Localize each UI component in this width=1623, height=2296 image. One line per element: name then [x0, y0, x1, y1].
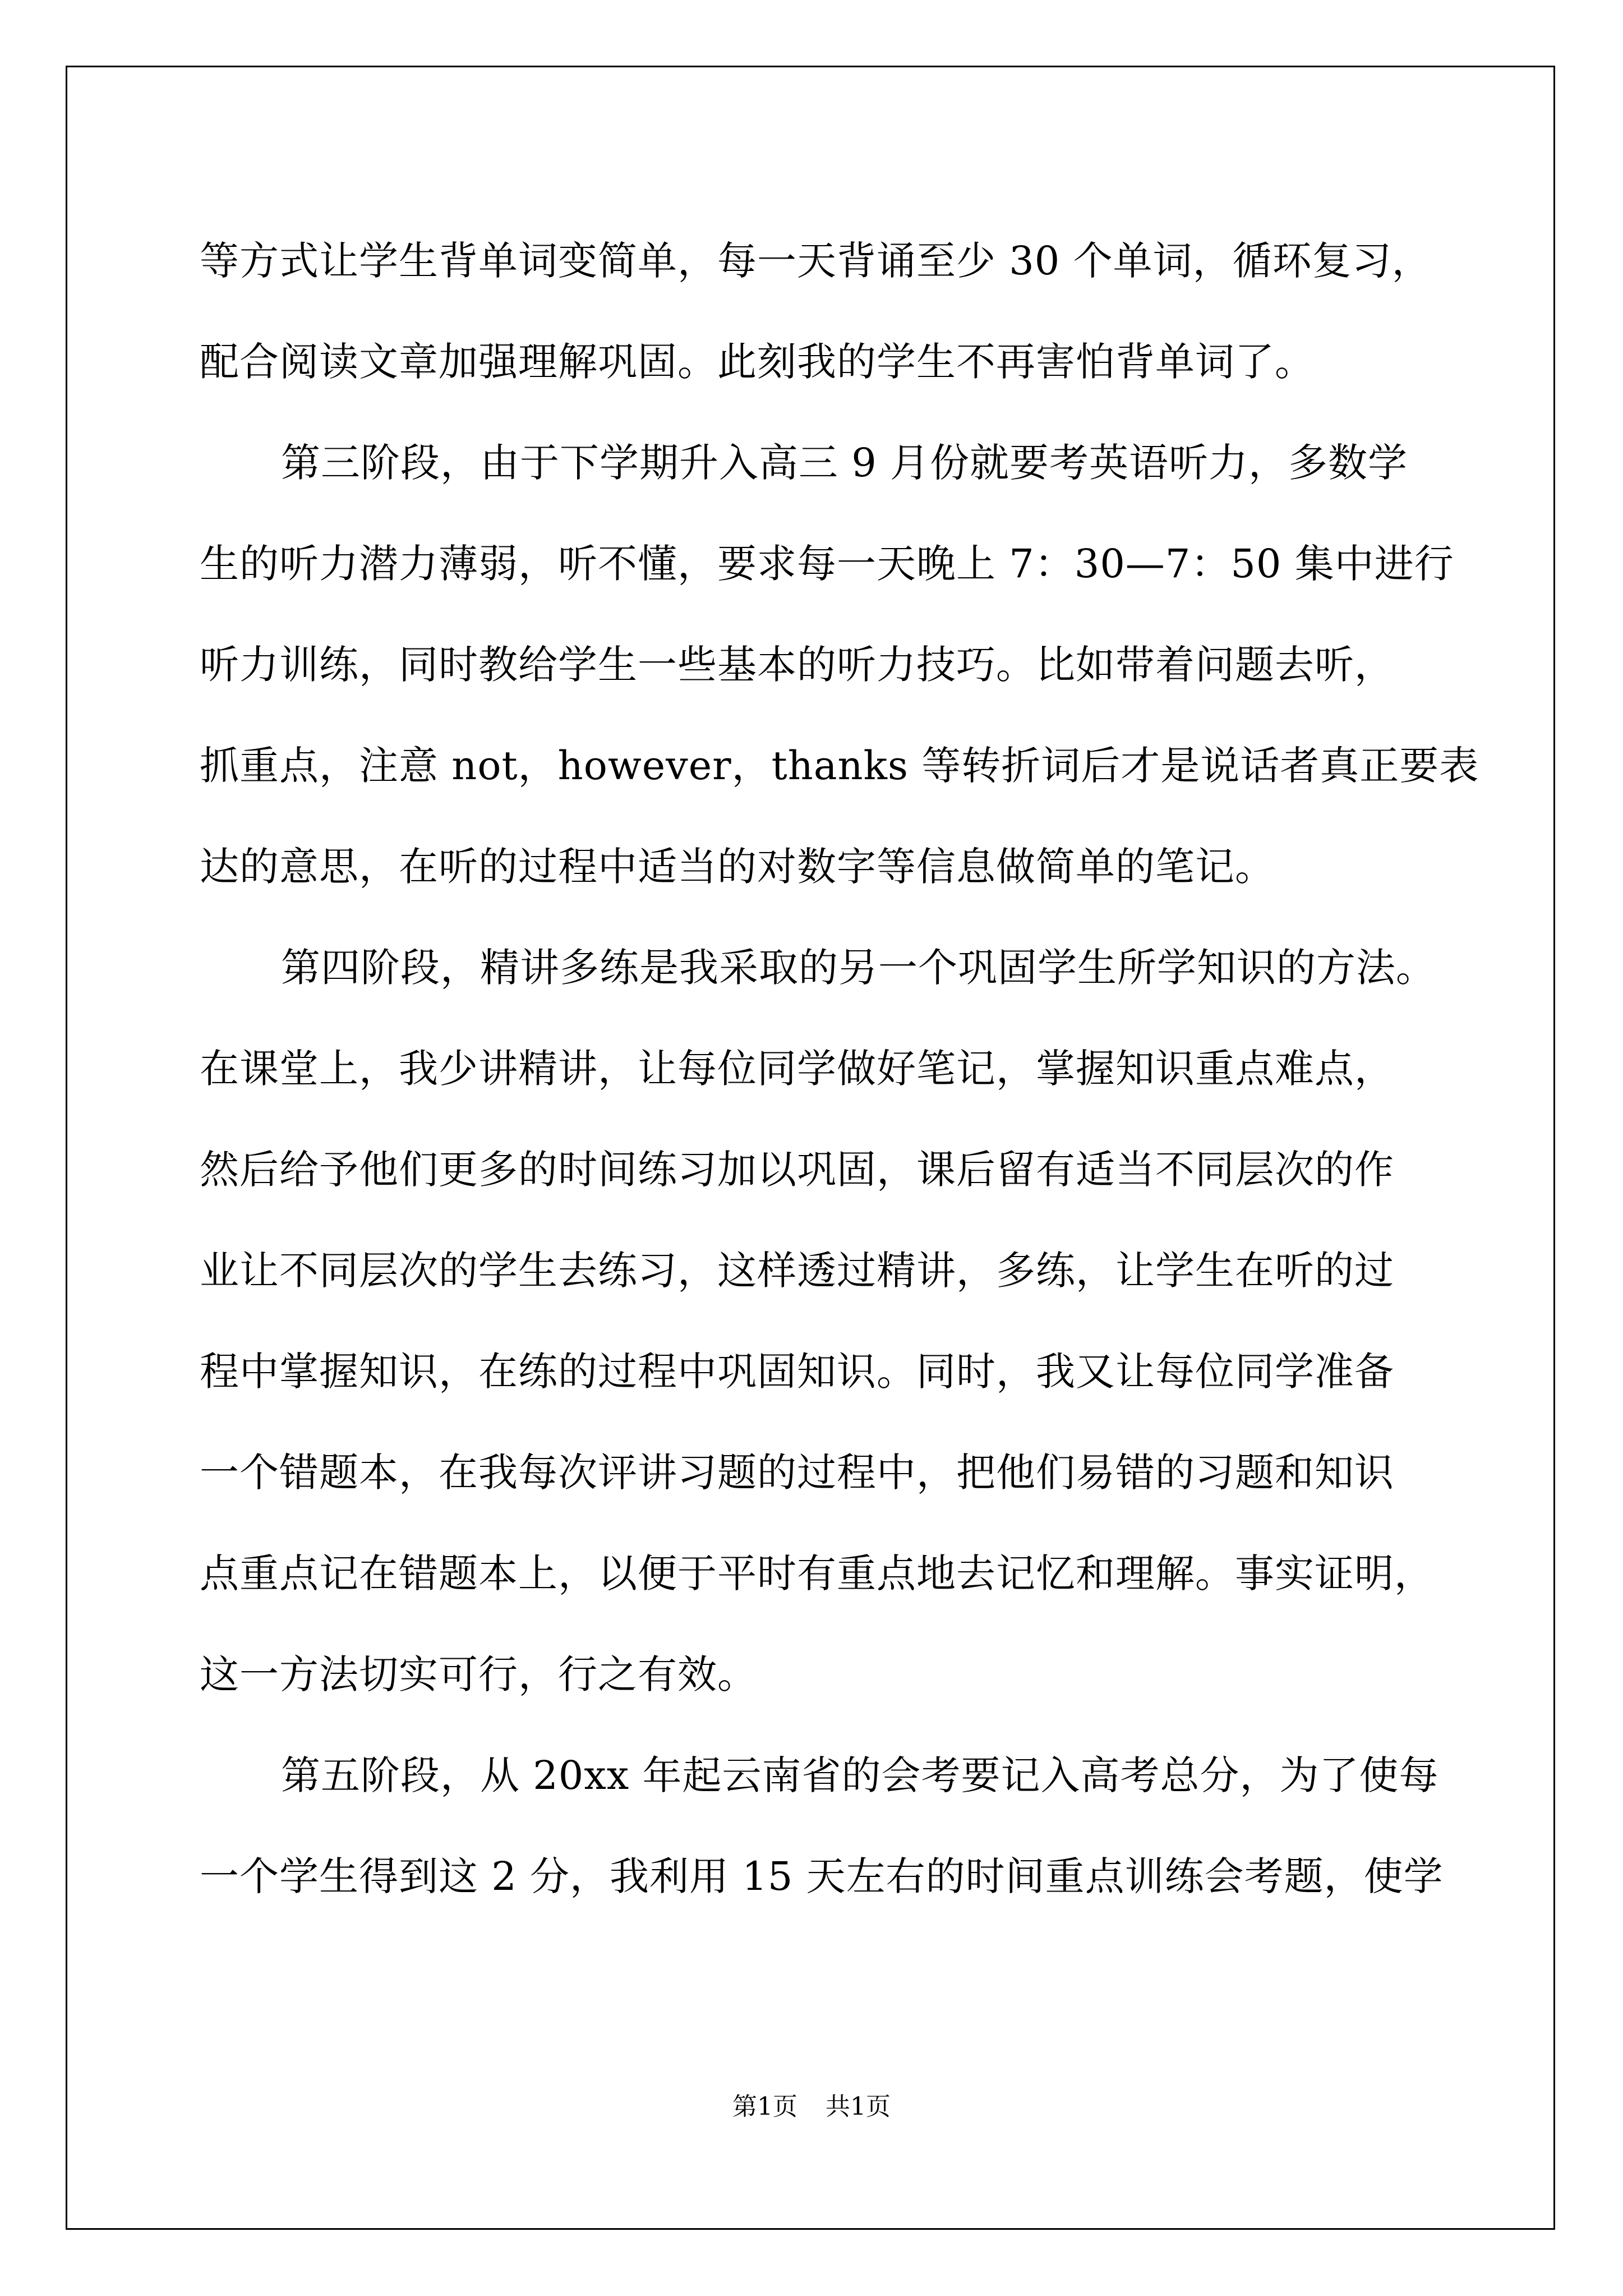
text-line-8: 第四阶段，精讲多练是我采取的另一个巩固学生所学知识的方法。: [281, 945, 1436, 991]
page-footer: [0, 2090, 1623, 2124]
text-line-5: 听力训练，同时教给学生一些基本的听力技巧。比如带着问题去听，: [200, 642, 1394, 688]
text-line-14: 点重点记在错题本上，以便于平时有重点地去记忆和理解。事实证明，: [200, 1550, 1434, 1596]
text-line-15: 这一方法切实可行，行之有效。: [200, 1651, 757, 1697]
text-line-2: 配合阅读文章加强理解巩固。此刻我的学生不再害怕背单词了。: [200, 339, 1315, 385]
document-body: [200, 210, 1479, 1927]
page-total: 共1页: [826, 2092, 891, 2121]
text-line-4: 生的听力潜力薄弱，听不懂，要求每一天晚上 7：30—7：50 集中进行: [200, 541, 1454, 587]
text-line-9: 在课堂上，我少讲精讲，让每位同学做好笔记，掌握知识重点难点，: [200, 1046, 1394, 1092]
page-number: 第1页: [732, 2092, 797, 2121]
text-line-16: 第五阶段，从 20xx 年起云南省的会考要记入高考总分，为了使每: [281, 1752, 1439, 1798]
text-line-12: 程中掌握知识，在练的过程中巩固知识。同时，我又让每位同学准备: [200, 1349, 1394, 1395]
text-line-7: 达的意思，在听的过程中适当的对数字等信息做简单的笔记。: [200, 844, 1275, 890]
text-line-13: 一个错题本，在我每次评讲习题的过程中，把他们易错的习题和知识: [200, 1450, 1394, 1496]
text-line-1: 等方式让学生背单词变简单，每一天背诵至少 30 个单词，循环复习，: [200, 238, 1432, 284]
text-line-11: 业让不同层次的学生去练习，这样透过精讲，多练，让学生在听的过: [200, 1248, 1394, 1294]
text-line-10: 然后给予他们更多的时间练习加以巩固，课后留有适当不同层次的作: [200, 1147, 1394, 1193]
text-line-6: 抓重点，注意 not，however，thanks 等转折词后才是说话者真正要表: [200, 743, 1479, 789]
text-line-17: 一个学生得到这 2 分，我利用 15 天左右的时间重点训练会考题，使学: [200, 1853, 1444, 1899]
text-line-3: 第三阶段，由于下学期升入高三 9 月份就要考英语听力，多数学: [281, 440, 1408, 486]
